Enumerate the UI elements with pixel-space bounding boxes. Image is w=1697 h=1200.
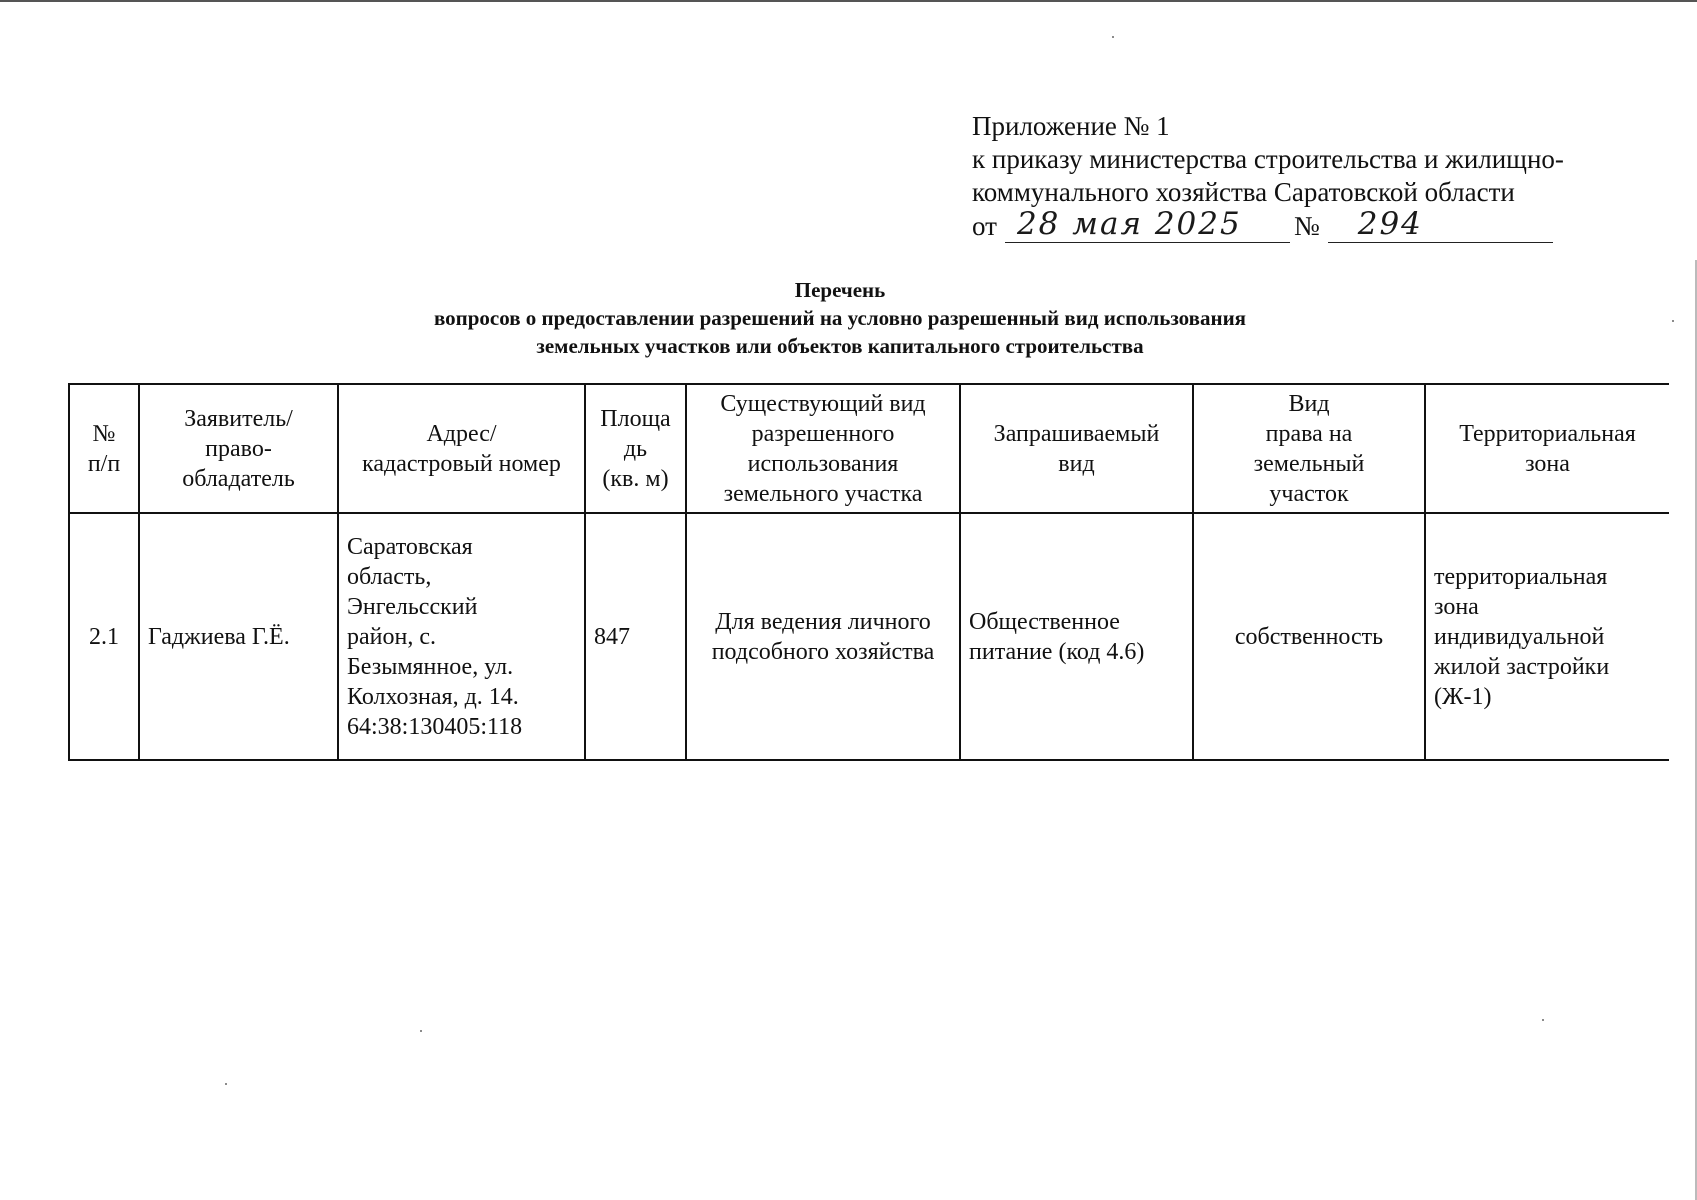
header-existing-use: Существующий вид разрешенного использования земельного участка — [686, 384, 960, 513]
cell-address: Саратовская область, Энгельсский район, с. Безымянное, ул. Колхозная, д. 14. 64:38:130405:118 — [338, 513, 585, 760]
appendix-title: Приложение № 1 — [972, 111, 1170, 141]
appendix-order-line2: коммунального хозяйства Саратовской области — [972, 177, 1515, 207]
scan-speck — [420, 1030, 422, 1032]
order-date-handwritten: 28 мая 2025 — [1016, 206, 1242, 242]
header-area: Площа дь (кв. м) — [585, 384, 686, 513]
permits-table — [68, 383, 1669, 761]
appendix-order-line1: к приказу министерства строительства и жилищно- — [972, 144, 1564, 174]
cell-existing-use: Для ведения личного подсобного хозяйства — [686, 513, 960, 760]
scan-speck — [225, 1083, 227, 1085]
table-row — [69, 513, 1669, 760]
date-prefix: от — [972, 211, 997, 241]
appendix-block — [972, 110, 1672, 243]
heading-line2: вопросов о предоставлении разрешений на условно разрешенный вид использования — [433, 306, 1247, 330]
header-address: Адрес/ кадастровый номер — [338, 384, 585, 513]
header-number: № п/п — [69, 384, 139, 513]
cell-requested-use: Общественное питание (код 4.6) — [960, 513, 1193, 760]
order-date-number-line — [972, 206, 1672, 243]
header-right-type: Вид права на земельный участок — [1193, 384, 1425, 513]
header-requested-use: Запрашиваемый вид — [960, 384, 1193, 513]
heading-line3: земельных участков или объектов капитального строительства — [536, 334, 1144, 358]
order-date-field — [1005, 206, 1290, 243]
order-number-field — [1328, 206, 1553, 243]
scan-speck — [1112, 36, 1114, 38]
header-zone: Территориальная зона — [1425, 384, 1669, 513]
scan-speck — [1542, 1019, 1544, 1021]
document-heading — [300, 276, 1380, 360]
cell-right-type: собственность — [1193, 513, 1425, 760]
page-top-edge — [0, 0, 1697, 2]
scan-speck — [1672, 320, 1674, 322]
cell-number: 2.1 — [69, 513, 139, 760]
heading-line1: Перечень — [794, 278, 886, 302]
cell-zone: территориальная зона индивидуальной жилой застройки (Ж-1) — [1425, 513, 1669, 760]
cell-applicant: Гаджиева Г.Ё. — [139, 513, 338, 760]
number-sign: № — [1293, 211, 1320, 241]
header-applicant: Заявитель/ право- обладатель — [139, 384, 338, 513]
cell-area: 847 — [585, 513, 686, 760]
table-header-row — [69, 384, 1669, 513]
order-number-handwritten: 294 — [1357, 206, 1423, 242]
